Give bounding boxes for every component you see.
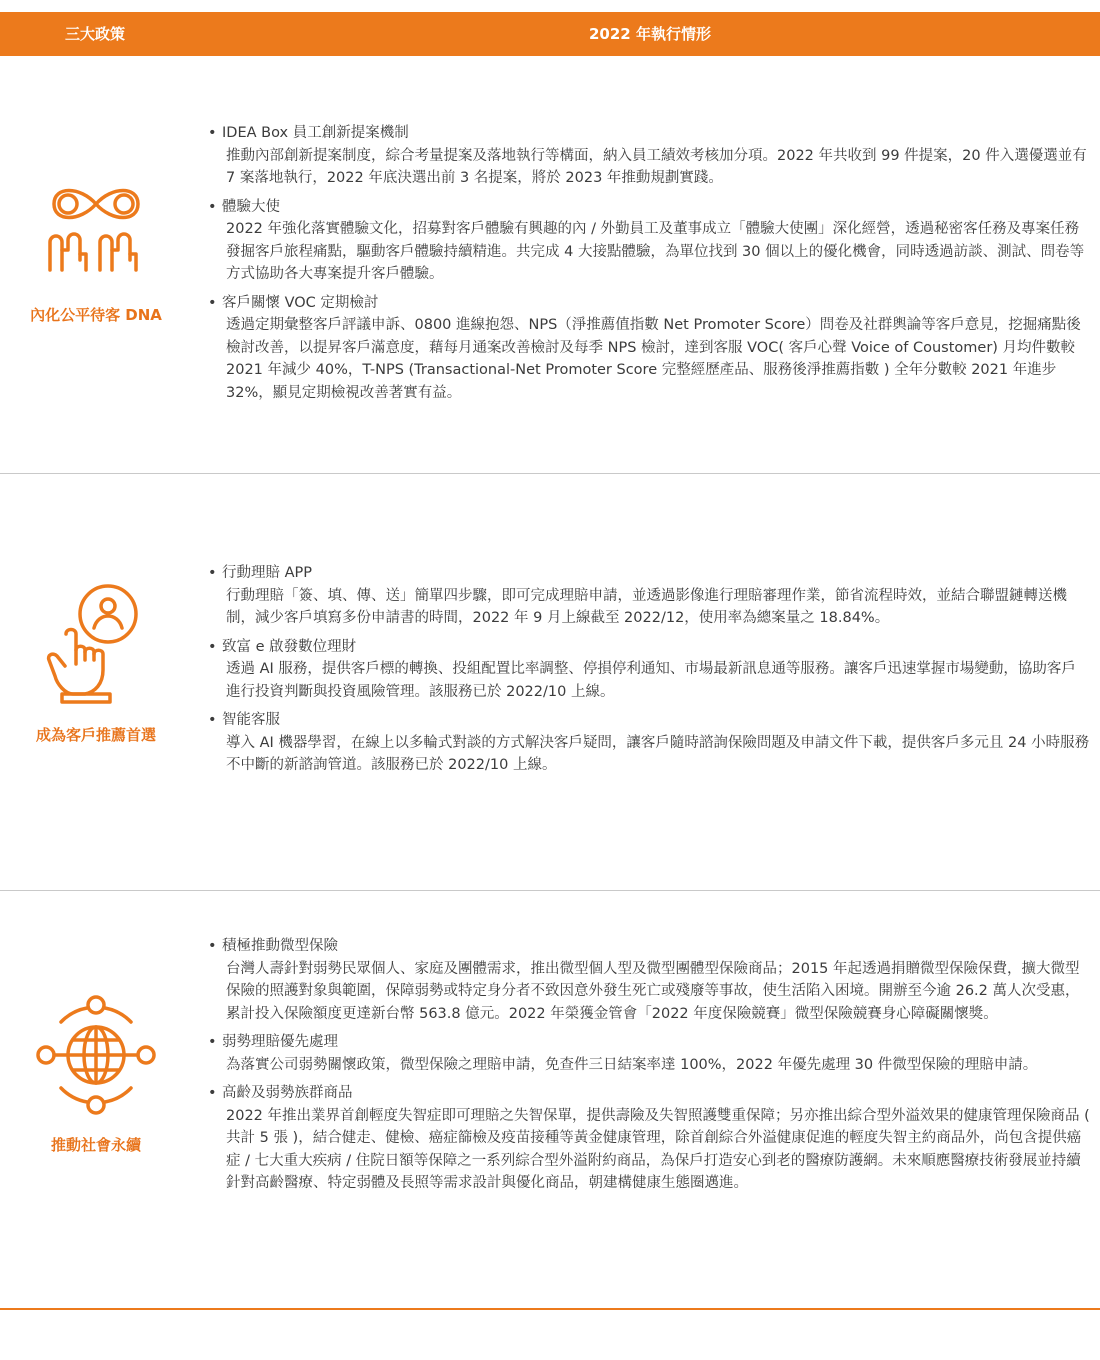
item-title: • 弱勢理賠優先處理 (208, 1031, 1090, 1054)
policy-cell-2 (0, 580, 192, 745)
item-title: • 行動理賠 APP (208, 562, 1090, 585)
item-title: • 高齡及弱勢族群商品 (208, 1082, 1090, 1105)
items-list-3 (208, 935, 1090, 1201)
item-title: • 致富 e 啟發數位理財 (208, 636, 1090, 659)
list-item (208, 709, 1090, 777)
hand-pointing-user-icon (0, 580, 192, 710)
item-title: • 智能客服 (208, 709, 1090, 732)
item-description: 2022 年推出業界首創輕度失智症即可理賠之失智保單，提供壽險及失智照護雙重保障；另亦推出綜合型外溢效果的健康管理保險商品 ( 共計 5 張 )，結合健走、健檢、癌症篩檢及疫苗接種等黃金健康管理，除首創綜合外溢健康促進的輕度失智主約商品外，尚包含提供癌症 / 七大重大疾病 / 住院日額等保障之一系列綜合型外溢附約商品，為保戶打造安心到老的醫療防護網。未來順應醫療技術發展並持續針對高齡醫療、特定弱體及長照等需求設計與優化商品，朝建構健康生態圈邁進。 (226, 1107, 1090, 1191)
people-collaboration-icon (0, 184, 192, 280)
policy-title: 內化公平待客 DNA (30, 306, 162, 324)
policy-cell-1 (0, 184, 192, 325)
list-item (208, 1082, 1090, 1195)
item-description: 透過 AI 服務，提供客戶標的轉換、投組配置比率調整、停損停利通知、市場最新訊息通等服務。讓客戶迅速掌握市場變動，協助客戶進行投資判斷與投資風險管理。該服務已於 2022/10 上線。 (226, 661, 1076, 700)
item-description: 透過定期彙整客戶評議申訴、0800 進線抱怨、NPS（淨推薦值指數 Net Promoter Score）問卷及社群輿論等客戶意見，挖掘痛點後檢討改善，以提昇客戶滿意度，藉每月通案改善檢討及每季 NPS 檢討，達到客服 VOC( 客戶心聲 Voice of Coustomer) 月均件數較 2021 年減少 40%，T-NPS (Transactional-Net Promoter Score 完整經歷產品、服務後淨推薦指數 ) 全年分數較 2021 年進步 32%，顯見定期檢視改善著實有益。 (226, 317, 1081, 401)
table-bottom-border (0, 1308, 1100, 1310)
list-item (208, 562, 1090, 630)
table-header (0, 12, 1100, 56)
item-title: • 積極推動微型保險 (208, 935, 1090, 958)
policy-cell-3 (0, 990, 192, 1155)
items-list-1 (208, 122, 1090, 410)
policy-title: 推動社會永續 (50, 1136, 141, 1154)
header-policy-column: 三大政策 (64, 25, 125, 43)
item-title: • 體驗大使 (208, 196, 1090, 219)
list-item (208, 122, 1090, 190)
row-divider (0, 890, 1100, 891)
header-status-column: 2022 年執行情形 (589, 25, 711, 43)
item-description: 台灣人壽針對弱勢民眾個人、家庭及團體需求，推出微型個人型及微型團體型保險商品；2015 年起透過捐贈微型保險保費，擴大微型保險的照護對象與範圍，保障弱勢或特定身分者不致因意外發生死亡或殘廢等事故，使生活陷入困境。開辦至今逾 26.2 萬人次受惠，累計投入保險額度更達新台幣 563.8 億元。2022 年榮獲金管會「2022 年度保險競賽」微型保險競賽身心障礙關懷獎。 (226, 960, 1080, 1022)
item-description: 推動內部創新提案制度，綜合考量提案及落地執行等構面，納入員工績效考核加分項。2022 年共收到 99 件提案，20 件入選優選並有 7 案落地執行，2022 年底決選出前 3 名提案，將於 2023 年推動規劃實踐。 (226, 147, 1087, 186)
list-item (208, 636, 1090, 704)
row-divider (0, 473, 1100, 474)
globe-network-icon (0, 990, 192, 1120)
item-description: 行動理賠「簽、填、傳、送」簡單四步驟，即可完成理賠申請，並透過影像進行理賠審理作業，節省流程時效，並結合聯盟鏈轉送機制，減少客戶填寫多份申請書的時間，2022 年 9 月上線截至 2022/12，使用率為總案量之 18.84%。 (226, 587, 1067, 626)
list-item (208, 1031, 1090, 1076)
policy-title: 成為客戶推薦首選 (35, 726, 156, 744)
item-description: 2022 年強化落實體驗文化，招募對客戶體驗有興趣的內 / 外勤員工及董事成立「體驗大使團」深化經營，透過秘密客任務及專案任務發掘客戶旅程痛點，驅動客戶體驗持續精進。共完成 4 大接點體驗，為單位找到 30 個以上的優化機會，同時透過訪談、測試、問卷等方式協助各大專案提升客戶體驗。 (226, 221, 1085, 282)
list-item (208, 935, 1090, 1025)
list-item (208, 196, 1090, 286)
items-list-2 (208, 562, 1090, 783)
item-description: 導入 AI 機器學習，在線上以多輪式對談的方式解決客戶疑問，讓客戶隨時諮詢保險問題及申請文件下載，提供客戶多元且 24 小時服務不中斷的新諮詢管道。該服務已於 2022/10 上線。 (226, 734, 1090, 773)
item-title: • 客戶關懷 VOC 定期檢討 (208, 292, 1090, 315)
item-title: • IDEA Box 員工創新提案機制 (208, 122, 1090, 145)
item-description: 為落實公司弱勢關懷政策，微型保險之理賠申請，免查件三日結案率達 100%，2022 年優先處理 30 件微型保險的理賠申請。 (226, 1056, 1038, 1073)
list-item (208, 292, 1090, 405)
